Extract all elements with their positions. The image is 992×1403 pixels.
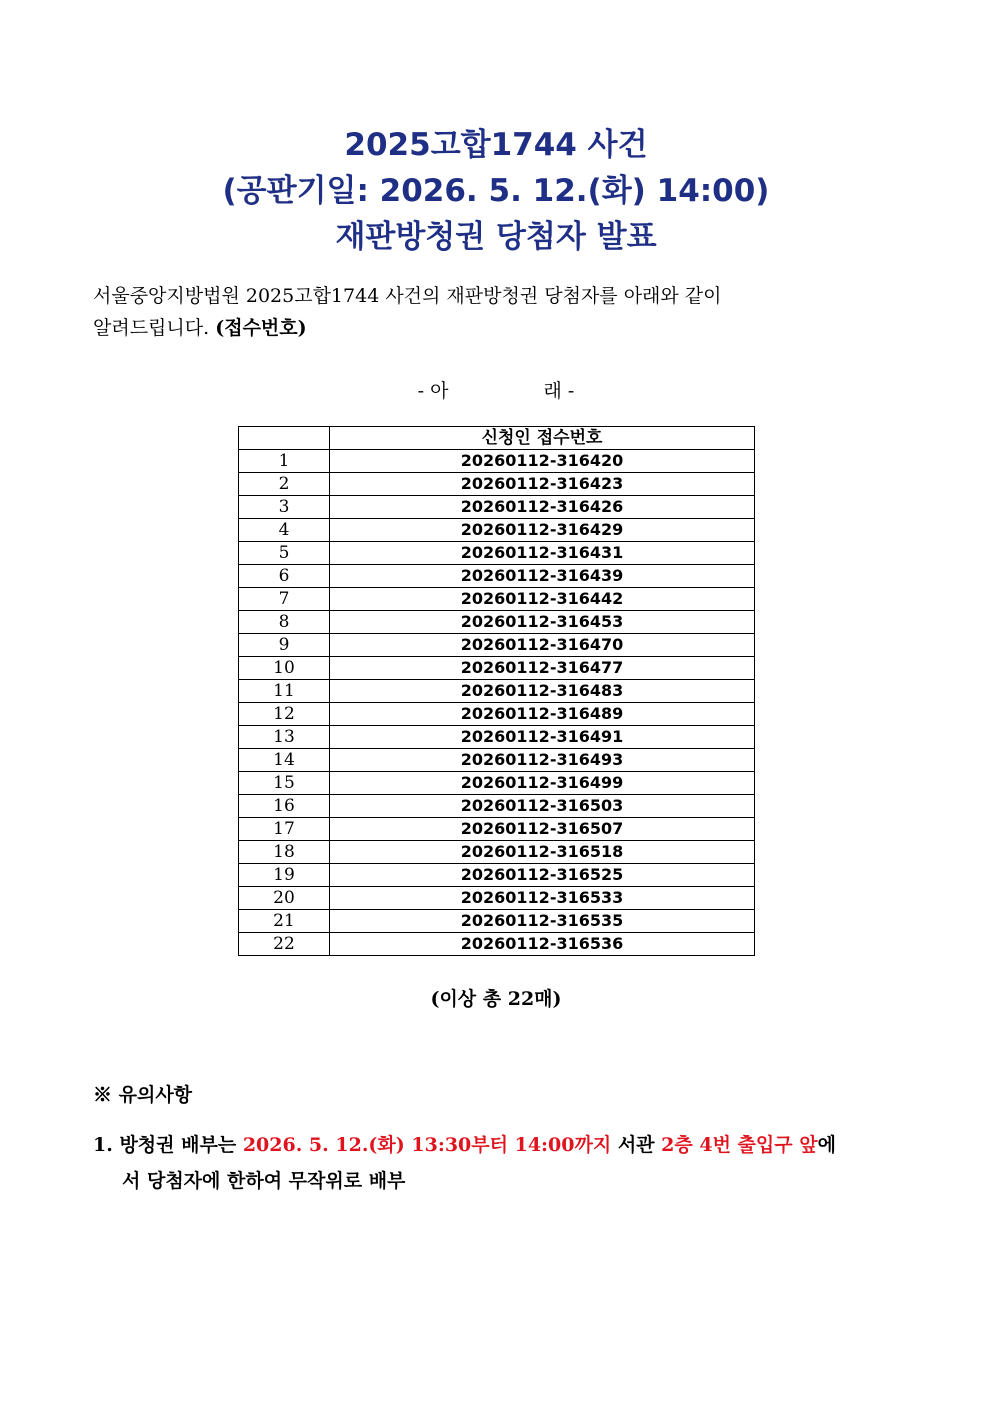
row-number-cell: 8 — [239, 611, 330, 634]
title-trial-date: (공판기일: 2026. 5. 12.(화) 14:00) — [222, 173, 770, 209]
row-number-cell: 20 — [239, 887, 330, 910]
receipt-number-cell: 20260112-316491 — [330, 726, 755, 749]
table-row — [239, 450, 755, 473]
announcement-title — [0, 122, 992, 260]
receipt-number-cell: 20260112-316536 — [330, 933, 755, 956]
receipt-number-cell: 20260112-316477 — [330, 657, 755, 680]
table-row — [239, 818, 755, 841]
receipt-number-cell: 20260112-316442 — [330, 588, 755, 611]
caution-item-1 — [93, 1127, 903, 1199]
receipt-number-cell: 20260112-316423 — [330, 473, 755, 496]
winners-table — [238, 426, 755, 956]
table-row — [239, 795, 755, 818]
row-number-cell: 14 — [239, 749, 330, 772]
table-row — [239, 864, 755, 887]
row-number-cell: 1 — [239, 450, 330, 473]
row-number-cell: 7 — [239, 588, 330, 611]
row-number-cell: 19 — [239, 864, 330, 887]
header-receipt-number-cell: 신청인 접수번호 — [330, 427, 755, 450]
receipt-number-cell: 20260112-316533 — [330, 887, 755, 910]
row-number-cell: 16 — [239, 795, 330, 818]
table-row — [239, 910, 755, 933]
row-number-cell: 6 — [239, 565, 330, 588]
table-row — [239, 634, 755, 657]
row-number-cell: 4 — [239, 519, 330, 542]
row-number-cell: 2 — [239, 473, 330, 496]
notice-heading-right: 래 - — [543, 380, 575, 402]
receipt-number-cell: 20260112-316470 — [330, 634, 755, 657]
row-number-cell: 10 — [239, 657, 330, 680]
receipt-number-cell: 20260112-316439 — [330, 565, 755, 588]
notice-heading — [0, 378, 992, 404]
table-header-row — [239, 427, 755, 450]
receipt-number-cell: 20260112-316483 — [330, 680, 755, 703]
receipt-number-cell: 20260112-316429 — [330, 519, 755, 542]
intro-line-1: 서울중앙지방법원 2025고합1744 사건의 재판방청권 당첨자를 아래와 같이 — [93, 285, 722, 307]
title-announcement: 재판방청권 당첨자 발표 — [335, 219, 657, 255]
total-count: (이상 총 22매) — [430, 988, 562, 1010]
caution-item-1-time: 2026. 5. 12.(화) 13:30부터 14:00까지 — [242, 1134, 612, 1156]
receipt-number-cell: 20260112-316431 — [330, 542, 755, 565]
row-number-cell: 17 — [239, 818, 330, 841]
table-row — [239, 772, 755, 795]
row-number-cell: 12 — [239, 703, 330, 726]
row-number-cell: 22 — [239, 933, 330, 956]
table-row — [239, 588, 755, 611]
table-row — [239, 473, 755, 496]
table-row — [239, 749, 755, 772]
table-row — [239, 565, 755, 588]
caution-item-1-line-2: 서 당첨자에 한하여 무작위로 배부 — [122, 1170, 406, 1192]
table-row — [239, 519, 755, 542]
receipt-number-cell: 20260112-316489 — [330, 703, 755, 726]
table-row — [239, 611, 755, 634]
receipt-number-cell: 20260112-316525 — [330, 864, 755, 887]
receipt-number-cell: 20260112-316503 — [330, 795, 755, 818]
caution-item-1-part-1: 1. 방청권 배부는 — [93, 1134, 243, 1156]
table-row — [239, 542, 755, 565]
row-number-cell: 11 — [239, 680, 330, 703]
table-row — [239, 496, 755, 519]
receipt-number-cell: 20260112-316535 — [330, 910, 755, 933]
row-number-cell: 3 — [239, 496, 330, 519]
receipt-number-cell: 20260112-316493 — [330, 749, 755, 772]
table-row — [239, 841, 755, 864]
caution-item-1-location: 2층 4번 출입구 앞 — [661, 1134, 818, 1156]
receipt-number-cell: 20260112-316426 — [330, 496, 755, 519]
receipt-number-cell: 20260112-316420 — [330, 450, 755, 473]
table-row — [239, 887, 755, 910]
table-row — [239, 703, 755, 726]
row-number-cell: 21 — [239, 910, 330, 933]
table-row — [239, 933, 755, 956]
row-number-cell: 5 — [239, 542, 330, 565]
intro-paragraph — [93, 280, 853, 344]
row-number-cell: 18 — [239, 841, 330, 864]
row-number-cell: 15 — [239, 772, 330, 795]
caution-heading: ※ 유의사항 — [93, 1084, 193, 1106]
caution-item-1-part-3: 서관 — [611, 1134, 662, 1156]
caution-item-1-part-5: 에 — [817, 1134, 836, 1156]
notice-heading-left: - 아 — [417, 380, 449, 402]
table-row — [239, 726, 755, 749]
row-number-cell: 9 — [239, 634, 330, 657]
receipt-number-cell: 20260112-316453 — [330, 611, 755, 634]
header-index-cell — [239, 427, 330, 450]
receipt-number-cell: 20260112-316499 — [330, 772, 755, 795]
title-case-number: 2025고합1744 사건 — [344, 127, 648, 163]
table-row — [239, 680, 755, 703]
winners-table-body — [239, 450, 755, 956]
row-number-cell: 13 — [239, 726, 330, 749]
intro-receipt-number-label: (접수번호) — [215, 317, 307, 339]
receipt-number-cell: 20260112-316507 — [330, 818, 755, 841]
receipt-number-cell: 20260112-316518 — [330, 841, 755, 864]
table-row — [239, 657, 755, 680]
intro-line-2: 알려드립니다. — [93, 317, 216, 339]
